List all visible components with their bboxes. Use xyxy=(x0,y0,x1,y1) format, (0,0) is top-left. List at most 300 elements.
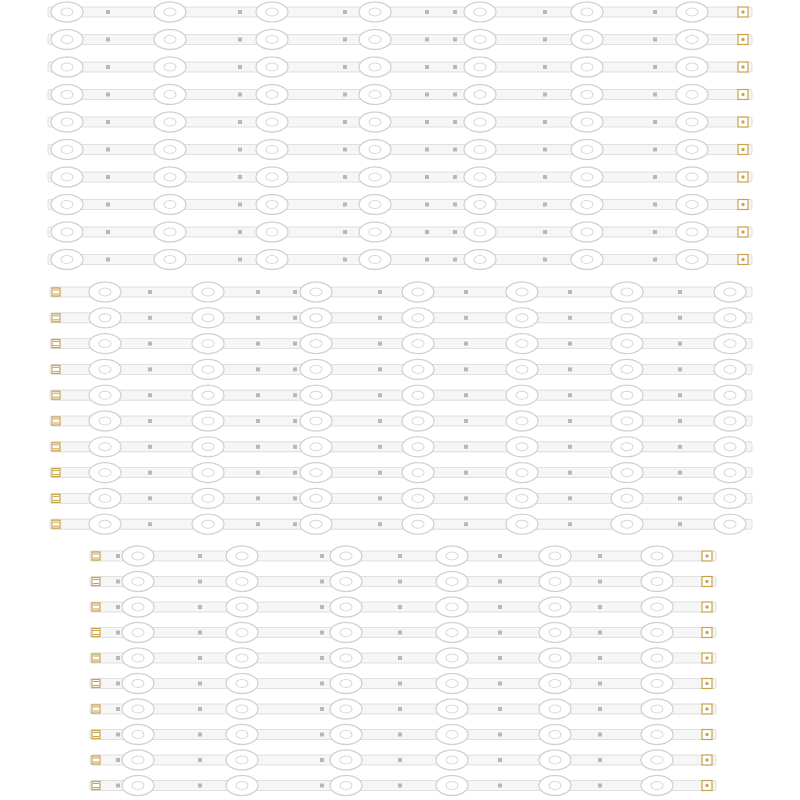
led-lens xyxy=(359,2,391,22)
led-strip xyxy=(48,112,752,132)
led-lens xyxy=(676,222,708,242)
led-lens xyxy=(539,648,571,668)
led-lens xyxy=(571,167,603,187)
strip-board xyxy=(50,390,752,400)
led-strip xyxy=(48,167,752,187)
led-lens xyxy=(122,776,154,796)
led-lens xyxy=(300,437,332,457)
connector-pad xyxy=(52,340,60,348)
smd-component xyxy=(198,554,202,558)
led-lens xyxy=(571,2,603,22)
led-lens xyxy=(256,85,288,105)
led-lens xyxy=(154,167,186,187)
led-lens xyxy=(359,112,391,132)
smd-component xyxy=(148,419,152,423)
led-lens xyxy=(256,112,288,132)
led-lens xyxy=(506,437,538,457)
connector-pad xyxy=(92,782,100,790)
led-lens xyxy=(539,597,571,617)
led-lens xyxy=(611,334,643,354)
smd-component xyxy=(320,580,324,584)
smd-component xyxy=(453,175,457,179)
led-lens xyxy=(506,514,538,534)
led-lens xyxy=(256,2,288,22)
smd-component xyxy=(293,522,297,526)
led-lens xyxy=(226,572,258,592)
smd-component xyxy=(148,496,152,500)
smd-component xyxy=(678,471,682,475)
led-lens xyxy=(714,385,746,405)
led-lens xyxy=(611,359,643,379)
connector-dot xyxy=(705,554,708,557)
led-lens xyxy=(122,648,154,668)
smd-component xyxy=(238,38,242,42)
smd-component xyxy=(198,758,202,762)
led-lens xyxy=(154,250,186,270)
connector-dot xyxy=(741,10,744,13)
led-lens xyxy=(226,597,258,617)
smd-component xyxy=(106,230,110,234)
smd-component xyxy=(398,580,402,584)
smd-component xyxy=(398,631,402,635)
smd-component xyxy=(568,316,572,320)
led-lens xyxy=(402,411,434,431)
smd-component xyxy=(320,605,324,609)
led-lens xyxy=(359,30,391,50)
led-lens xyxy=(676,57,708,77)
smd-component xyxy=(398,758,402,762)
led-lens xyxy=(359,250,391,270)
smd-component xyxy=(116,682,120,686)
led-lens xyxy=(506,334,538,354)
smd-component xyxy=(198,631,202,635)
connector-dot xyxy=(705,580,708,583)
smd-component xyxy=(116,656,120,660)
led-lens xyxy=(464,167,496,187)
led-lens xyxy=(122,725,154,745)
led-lens xyxy=(51,222,83,242)
smd-component xyxy=(343,38,347,42)
smd-component xyxy=(378,393,382,397)
led-lens xyxy=(676,30,708,50)
led-lens xyxy=(359,195,391,215)
led-lens xyxy=(89,463,121,483)
smd-component xyxy=(568,419,572,423)
led-lens xyxy=(506,282,538,302)
led-lens xyxy=(154,222,186,242)
smd-component xyxy=(425,175,429,179)
strip-board xyxy=(90,628,716,638)
smd-component xyxy=(543,38,547,42)
smd-component xyxy=(238,120,242,124)
smd-component xyxy=(678,393,682,397)
led-lens xyxy=(506,359,538,379)
led-lens xyxy=(122,597,154,617)
smd-component xyxy=(256,342,260,346)
strip-board xyxy=(90,755,716,765)
smd-component xyxy=(678,445,682,449)
led-lens xyxy=(402,514,434,534)
led-lens xyxy=(402,463,434,483)
smd-component xyxy=(498,656,502,660)
smd-component xyxy=(293,496,297,500)
smd-component xyxy=(116,631,120,635)
smd-component xyxy=(106,175,110,179)
smd-component xyxy=(116,707,120,711)
smd-component xyxy=(653,93,657,97)
smd-component xyxy=(568,393,572,397)
led-strip xyxy=(50,514,752,534)
led-lens xyxy=(714,514,746,534)
connector-pad xyxy=(52,365,60,373)
smd-component xyxy=(464,342,468,346)
connector-pad xyxy=(92,731,100,739)
led-lens xyxy=(89,437,121,457)
led-lens xyxy=(122,546,154,566)
led-lens xyxy=(571,195,603,215)
smd-component xyxy=(425,148,429,152)
smd-component xyxy=(398,656,402,660)
led-strip xyxy=(90,776,716,796)
smd-component xyxy=(653,258,657,262)
smd-component xyxy=(116,554,120,558)
smd-component xyxy=(498,682,502,686)
led-strip xyxy=(90,648,716,668)
smd-component xyxy=(378,367,382,371)
led-lens xyxy=(359,167,391,187)
led-lens xyxy=(402,385,434,405)
smd-component xyxy=(116,784,120,788)
led-lens xyxy=(676,112,708,132)
smd-component xyxy=(398,784,402,788)
smd-component xyxy=(598,707,602,711)
smd-component xyxy=(543,10,547,14)
smd-component xyxy=(256,393,260,397)
connector-pad xyxy=(92,578,100,586)
led-lens xyxy=(89,411,121,431)
smd-component xyxy=(198,605,202,609)
led-lens xyxy=(676,140,708,160)
connector-pad xyxy=(52,520,60,528)
connector-dot xyxy=(741,230,744,233)
led-lens xyxy=(226,674,258,694)
connector-pad xyxy=(92,756,100,764)
smd-component xyxy=(464,316,468,320)
smd-component xyxy=(148,367,152,371)
strip-board xyxy=(90,730,716,740)
led-lens xyxy=(641,648,673,668)
led-lens xyxy=(402,437,434,457)
led-lens xyxy=(51,2,83,22)
smd-component xyxy=(343,230,347,234)
connector-dot xyxy=(741,93,744,96)
led-lens xyxy=(436,623,468,643)
led-strip xyxy=(90,750,716,770)
led-lens xyxy=(192,334,224,354)
led-lens xyxy=(641,750,673,770)
connector-dot xyxy=(741,38,744,41)
led-lens xyxy=(89,282,121,302)
led-lens xyxy=(676,2,708,22)
led-lens xyxy=(506,308,538,328)
connector-pad xyxy=(52,391,60,399)
led-strip xyxy=(48,30,752,50)
smd-component xyxy=(106,120,110,124)
connector-dot xyxy=(705,784,708,787)
smd-component xyxy=(293,367,297,371)
led-lens xyxy=(571,30,603,50)
led-lens xyxy=(89,385,121,405)
led-lens xyxy=(256,167,288,187)
led-lens xyxy=(506,463,538,483)
smd-component xyxy=(378,522,382,526)
led-lens xyxy=(154,2,186,22)
led-strip xyxy=(90,623,716,643)
strip-board xyxy=(90,602,716,612)
smd-component xyxy=(425,203,429,207)
connector-pad xyxy=(52,494,60,502)
led-lens xyxy=(226,648,258,668)
led-lens xyxy=(192,385,224,405)
smd-component xyxy=(543,120,547,124)
led-lens xyxy=(641,725,673,745)
led-lens xyxy=(506,488,538,508)
smd-component xyxy=(198,707,202,711)
smd-component xyxy=(148,522,152,526)
led-strip xyxy=(48,140,752,160)
smd-component xyxy=(543,175,547,179)
smd-component xyxy=(106,203,110,207)
led-lens xyxy=(641,572,673,592)
led-strip xyxy=(50,488,752,508)
smd-component xyxy=(106,10,110,14)
connector-dot xyxy=(741,258,744,261)
led-lens xyxy=(51,195,83,215)
led-lens xyxy=(436,750,468,770)
led-lens xyxy=(539,776,571,796)
strip-board xyxy=(50,519,752,529)
led-lens xyxy=(89,359,121,379)
led-lens xyxy=(714,359,746,379)
led-lens xyxy=(300,282,332,302)
group-a xyxy=(48,2,752,270)
led-lens xyxy=(154,57,186,77)
led-lens xyxy=(436,597,468,617)
connector-pad xyxy=(52,417,60,425)
smd-component xyxy=(543,65,547,69)
smd-component xyxy=(453,65,457,69)
led-lens xyxy=(192,437,224,457)
led-lens xyxy=(714,282,746,302)
group-b xyxy=(50,282,752,534)
led-lens xyxy=(436,572,468,592)
led-lens xyxy=(359,57,391,77)
led-lens xyxy=(51,85,83,105)
led-strip xyxy=(48,250,752,270)
smd-component xyxy=(598,733,602,737)
led-lens xyxy=(714,308,746,328)
strip-board xyxy=(50,468,752,478)
smd-component xyxy=(464,445,468,449)
led-lens xyxy=(300,411,332,431)
connector-dot xyxy=(741,65,744,68)
led-lens xyxy=(330,674,362,694)
connector-pad xyxy=(52,288,60,296)
smd-component xyxy=(453,148,457,152)
smd-component xyxy=(378,290,382,294)
led-lens xyxy=(714,411,746,431)
led-lens xyxy=(436,725,468,745)
led-lens xyxy=(464,85,496,105)
led-lens xyxy=(359,222,391,242)
strip-board xyxy=(90,551,716,561)
led-strip xyxy=(48,222,752,242)
led-lens xyxy=(611,308,643,328)
smd-component xyxy=(343,10,347,14)
led-lens xyxy=(122,674,154,694)
led-lens xyxy=(539,699,571,719)
led-lens xyxy=(464,57,496,77)
smd-component xyxy=(320,758,324,762)
led-lens xyxy=(256,30,288,50)
led-lens xyxy=(611,437,643,457)
smd-component xyxy=(398,605,402,609)
led-lens xyxy=(256,57,288,77)
led-lens xyxy=(226,699,258,719)
strip-board xyxy=(50,364,752,374)
led-lens xyxy=(714,334,746,354)
led-lens xyxy=(641,699,673,719)
led-strip xyxy=(50,385,752,405)
smd-component xyxy=(498,707,502,711)
smd-component xyxy=(293,316,297,320)
led-lens xyxy=(676,195,708,215)
led-lens xyxy=(192,282,224,302)
smd-component xyxy=(256,522,260,526)
led-strip xyxy=(50,308,752,328)
smd-component xyxy=(238,203,242,207)
led-lens xyxy=(330,725,362,745)
smd-component xyxy=(238,148,242,152)
led-lens xyxy=(192,359,224,379)
led-strip xyxy=(50,437,752,457)
led-lens xyxy=(359,140,391,160)
led-lens xyxy=(611,463,643,483)
led-lens xyxy=(539,546,571,566)
smd-component xyxy=(543,258,547,262)
smd-component xyxy=(425,230,429,234)
led-lens xyxy=(611,514,643,534)
led-lens xyxy=(154,112,186,132)
led-lens xyxy=(571,140,603,160)
smd-component xyxy=(256,445,260,449)
smd-component xyxy=(148,393,152,397)
smd-component xyxy=(116,580,120,584)
smd-component xyxy=(425,65,429,69)
strip-board xyxy=(50,493,752,503)
led-lens xyxy=(89,334,121,354)
smd-component xyxy=(568,522,572,526)
smd-component xyxy=(464,393,468,397)
smd-component xyxy=(106,258,110,262)
smd-component xyxy=(238,10,242,14)
led-lens xyxy=(436,648,468,668)
led-lens xyxy=(641,623,673,643)
led-lens xyxy=(122,623,154,643)
smd-component xyxy=(464,471,468,475)
smd-component xyxy=(498,784,502,788)
smd-component xyxy=(498,605,502,609)
led-lens xyxy=(611,385,643,405)
led-lens xyxy=(330,546,362,566)
smd-component xyxy=(598,784,602,788)
led-lens xyxy=(192,488,224,508)
smd-component xyxy=(653,10,657,14)
smd-component xyxy=(498,631,502,635)
led-lens xyxy=(330,572,362,592)
smd-component xyxy=(568,445,572,449)
smd-component xyxy=(453,10,457,14)
led-lens xyxy=(122,572,154,592)
smd-component xyxy=(238,175,242,179)
smd-component xyxy=(568,342,572,346)
led-lens xyxy=(51,112,83,132)
led-lens xyxy=(256,195,288,215)
smd-component xyxy=(293,419,297,423)
led-lens xyxy=(330,699,362,719)
led-lens xyxy=(714,463,746,483)
strip-board xyxy=(90,679,716,689)
led-lens xyxy=(571,250,603,270)
smd-component xyxy=(598,631,602,635)
led-lens xyxy=(300,463,332,483)
strip-board xyxy=(90,781,716,791)
smd-component xyxy=(653,38,657,42)
smd-component xyxy=(498,580,502,584)
smd-component xyxy=(238,258,242,262)
led-strip xyxy=(48,195,752,215)
smd-component xyxy=(425,10,429,14)
led-lens xyxy=(154,140,186,160)
led-lens xyxy=(51,140,83,160)
smd-component xyxy=(238,230,242,234)
smd-component xyxy=(343,120,347,124)
smd-component xyxy=(678,419,682,423)
led-strip xyxy=(50,411,752,431)
smd-component xyxy=(256,419,260,423)
led-lens xyxy=(226,725,258,745)
smd-component xyxy=(398,733,402,737)
led-lens xyxy=(192,411,224,431)
smd-component xyxy=(653,120,657,124)
smd-component xyxy=(148,290,152,294)
connector-pad xyxy=(92,705,100,713)
smd-component xyxy=(453,93,457,97)
smd-component xyxy=(653,203,657,207)
connector-dot xyxy=(741,120,744,123)
led-lens xyxy=(122,699,154,719)
smd-component xyxy=(343,148,347,152)
led-lens xyxy=(51,250,83,270)
led-lens xyxy=(436,776,468,796)
smd-component xyxy=(378,496,382,500)
smd-component xyxy=(678,316,682,320)
smd-component xyxy=(678,522,682,526)
led-lens xyxy=(51,30,83,50)
led-strip xyxy=(50,463,752,483)
led-lens xyxy=(300,514,332,534)
smd-component xyxy=(543,203,547,207)
